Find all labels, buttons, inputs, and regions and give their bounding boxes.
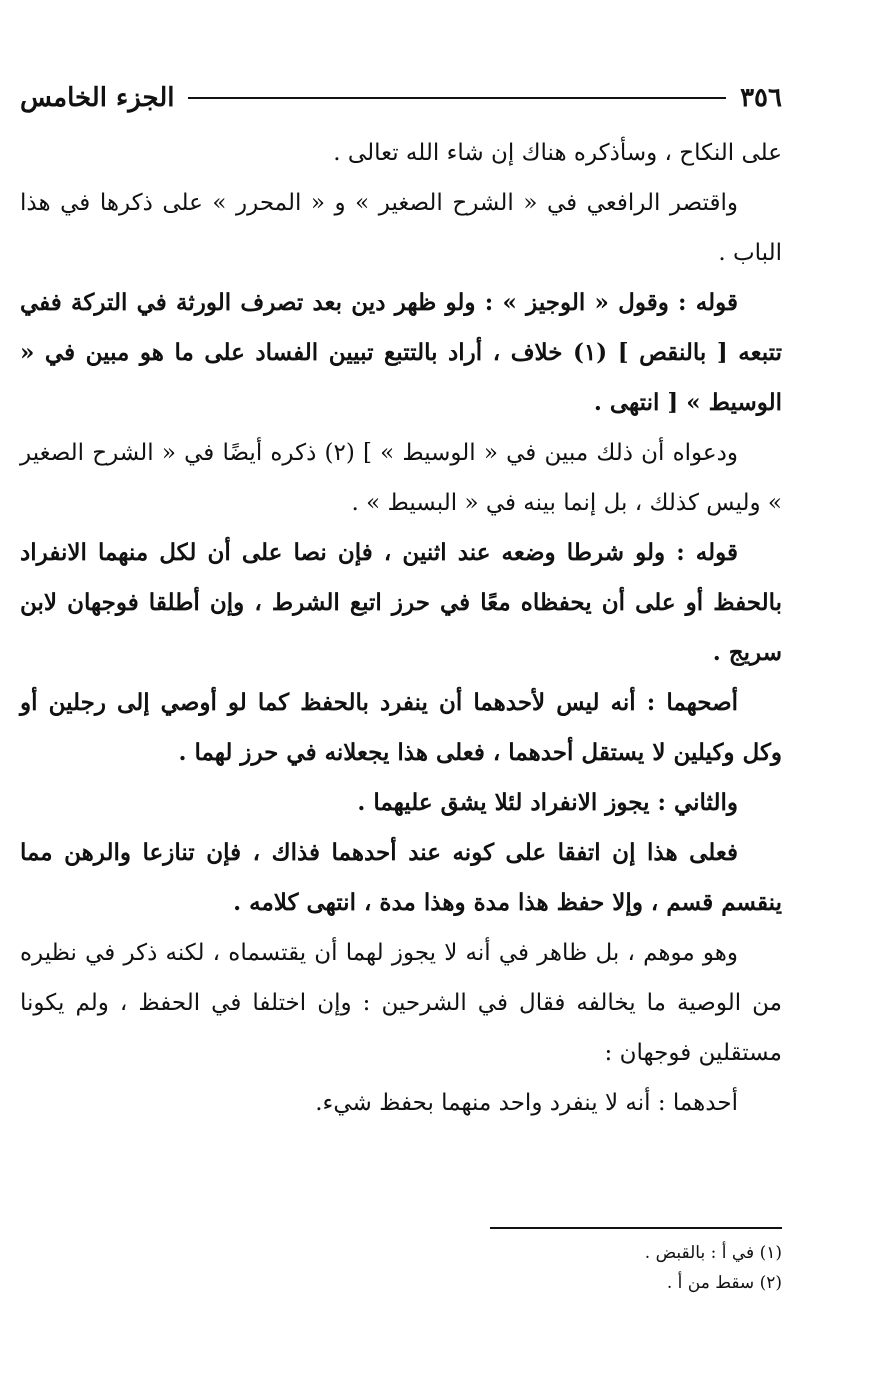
footnotes <box>420 1238 782 1298</box>
paragraph: ودعواه أن ذلك مبين في « الوسيط » ] (٢) ذكره أيضًا في « الشرح الصغير » وليس كذلك ، بل إنما بينه في « البسيط » . <box>20 440 782 516</box>
quoted-paragraph: أصحهما : أنه ليس لأحدهما أن ينفرد بالحفظ كما لو أوصي إلى رجلين أو وكل وكيلين لا يستقل أحدهما ، فعلى هذا يجعلانه في حرز لهما . <box>20 689 782 766</box>
paragraph: وهو موهم ، بل ظاهر في أنه لا يجوز لهما أن يقتسماه ، لكنه ذكر في نظيره من الوصية ما يخالفه فقال في الشرحين : وإن اختلفا في الحفظ ، ولم يكونا مستقلين فوجهان : <box>20 940 782 1066</box>
page-header <box>20 78 782 118</box>
quoted-paragraph: والثاني : يجوز الانفراد لئلا يشق عليهما . <box>357 789 738 816</box>
body-text <box>20 128 782 1128</box>
paragraph: على النكاح ، وسأذكره هناك إن شاء الله تعالى . <box>333 140 782 166</box>
paragraph: واقتصر الرافعي في « الشرح الصغير » و « المحرر » على ذكرها في هذا الباب . <box>20 190 782 266</box>
quoted-paragraph: فعلى هذا إن اتفقا على كونه عند أحدهما فذاك ، فإن تنازعا والرهن مما ينقسم قسم ، وإلا حفظ هذا مدة وهذا مدة ، انتهى كلامه . <box>20 839 782 916</box>
running-title: الجزء الخامس <box>20 83 175 113</box>
footnote: (١) في أ : بالقبض . <box>644 1243 782 1263</box>
quoted-paragraph: قوله : ولو شرطا وضعه عند اثنين ، فإن نصا على أن لكل منهما الانفراد بالحفظ أو على أن يحفظاه معًا في حرز اتبع الشرط ، وإن أطلقا فوجهان لابن سريج . <box>20 539 782 666</box>
paragraph: أحدهما : أنه لا ينفرد واحد منهما بحفظ شيء. <box>315 1090 738 1116</box>
quoted-paragraph: قوله : وقول « الوجيز » : ولو ظهر دين بعد تصرف الورثة في التركة ففي تتبعه [ بالنقص ] (١) خلاف ، أراد بالتتبع تبيين الفساد على ما هو مبين في « الوسيط » [ انتهى . <box>20 289 782 416</box>
header-rule <box>188 97 726 99</box>
page-number: ٣٥٦ <box>740 83 782 113</box>
footnote: (٢) سقط من أ . <box>666 1273 782 1293</box>
footnote-rule <box>490 1227 782 1229</box>
